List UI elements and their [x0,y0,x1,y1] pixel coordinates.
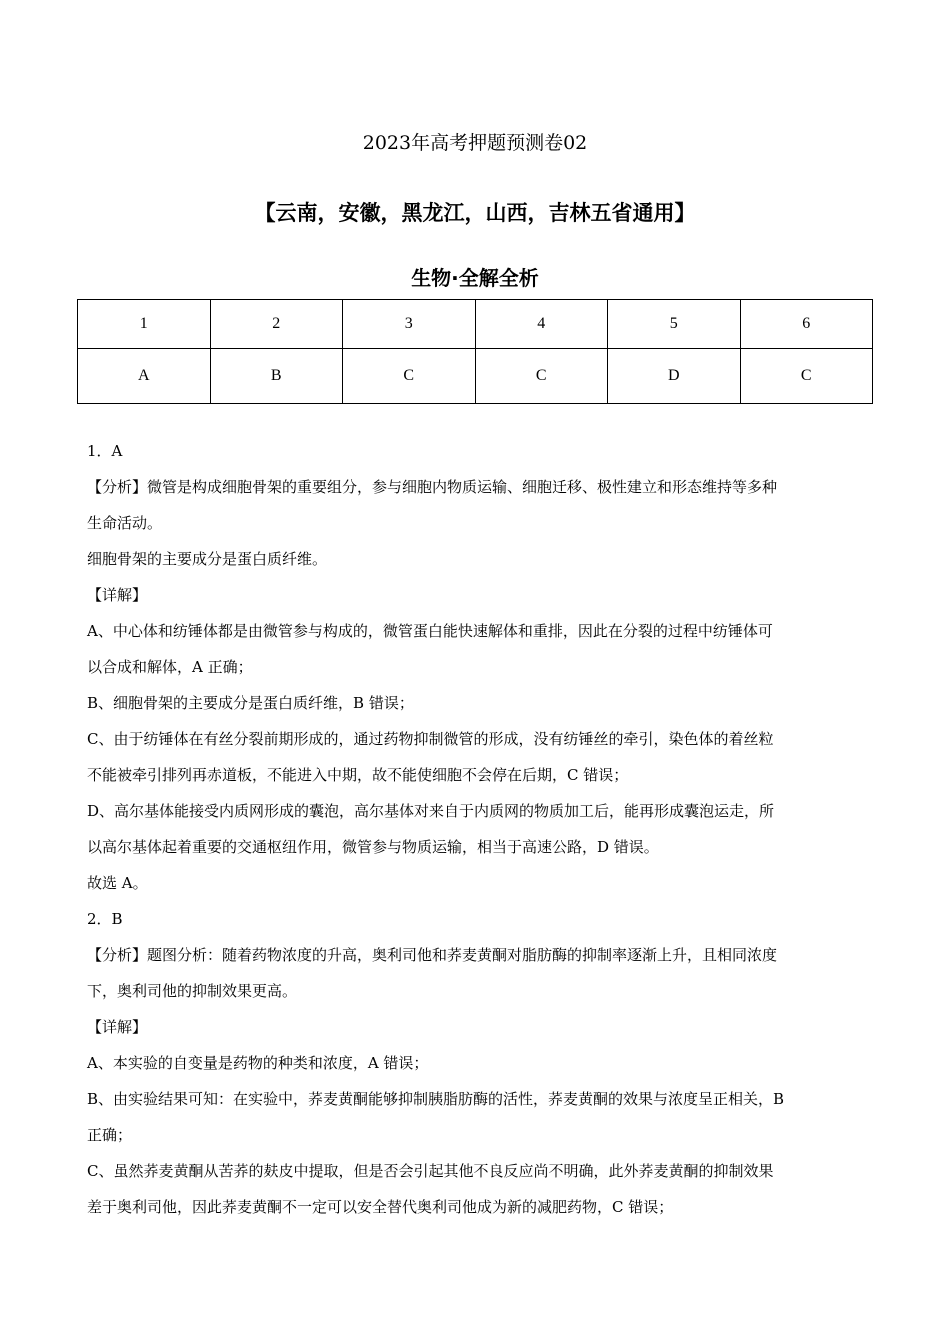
answer-cell: A [78,349,211,404]
q2-analysis-line: 下，奥利司他的抑制效果更高。 [87,982,298,1000]
question-1-label: 1．A [87,442,123,460]
question-number: 1 [78,300,211,349]
question-number-row [78,300,873,349]
q1-analysis-line: 生命活动。 [87,514,163,532]
q1-analysis-line: 细胞骨架的主要成分是蛋白质纤维。 [87,550,328,568]
document-subtitle: 【云南，安徽，黑龙江，山西，吉林五省通用】 [254,201,696,225]
answer-cell: B [210,349,343,404]
q1-option-b-line: B、细胞骨架的主要成分是蛋白质纤维，B 错误； [87,694,414,712]
q2-option-c-line: 差于奥利司他，因此荞麦黄酮不一定可以安全替代奥利司他成为新的减肥药物，C 错误； [87,1198,674,1216]
answer-cell: D [608,349,741,404]
section-heading: 生物·全解全析 [411,266,539,290]
document-title: 2023年高考押题预测卷02 [362,132,588,154]
answer-cell: C [343,349,476,404]
q1-option-c-line: C、由于纺锤体在有丝分裂前期形成的，通过药物抑制微管的形成，没有纺锤丝的牵引，染色体的着丝粒 [87,730,774,748]
q2-option-b-line: B、由实验结果可知：在实验中，荞麦黄酮能够抑制胰脂肪酶的活性，荞麦黄酮的效果与浓度呈正相关，B [87,1090,785,1108]
q2-option-b-line: 正确； [87,1126,133,1144]
question-number: 3 [343,300,476,349]
q2-option-a-line: A、本实验的自变量是药物的种类和浓度，A 错误； [87,1054,429,1072]
q2-analysis-line: 【分析】题图分析：随着药物浓度的升高，奥利司他和荞麦黄酮对脂肪酶的抑制率逐渐上升，且相同浓度 [87,946,778,964]
explanation-body [87,438,867,1230]
question-number: 6 [740,300,873,349]
question-number: 5 [608,300,741,349]
answer-cell: C [475,349,608,404]
answer-row [78,349,873,404]
q1-option-d-line: 以高尔基体起着重要的交通枢纽作用，微管参与物质运输，相当于高速公路，D 错误。 [87,838,659,856]
q2-detail-heading: 【详解】 [87,1018,148,1036]
q1-option-c-line: 不能被牵引排列再赤道板，不能进入中期，故不能使细胞不会停在后期，C 错误； [87,766,629,784]
q2-option-c-line: C、虽然荞麦黄酮从苦荞的麸皮中提取，但是否会引起其他不良反应尚不明确，此外荞麦黄酮的抑制效果 [87,1162,774,1180]
question-number: 4 [475,300,608,349]
q1-option-a-line: 以合成和解体，A 正确； [87,658,253,676]
q1-conclusion: 故选 A。 [87,874,148,892]
question-2-label: 2．B [87,910,123,928]
q1-option-a-line: A、中心体和纺锤体都是由微管参与构成的，微管蛋白能快速解体和重排，因此在分裂的过程中纺锤体可 [87,622,773,640]
q1-detail-heading: 【详解】 [87,586,148,604]
q1-option-d-line: D、高尔基体能接受内质网形成的囊泡，高尔基体对来自于内质网的物质加工后，能再形成囊泡运走，所 [87,802,775,820]
q1-analysis-line: 【分析】微管是构成细胞骨架的重要组分，参与细胞内物质运输、细胞迁移、极性建立和形态维持等多种 [87,478,778,496]
question-number: 2 [210,300,343,349]
answer-cell: C [740,349,873,404]
answer-table [77,299,873,404]
